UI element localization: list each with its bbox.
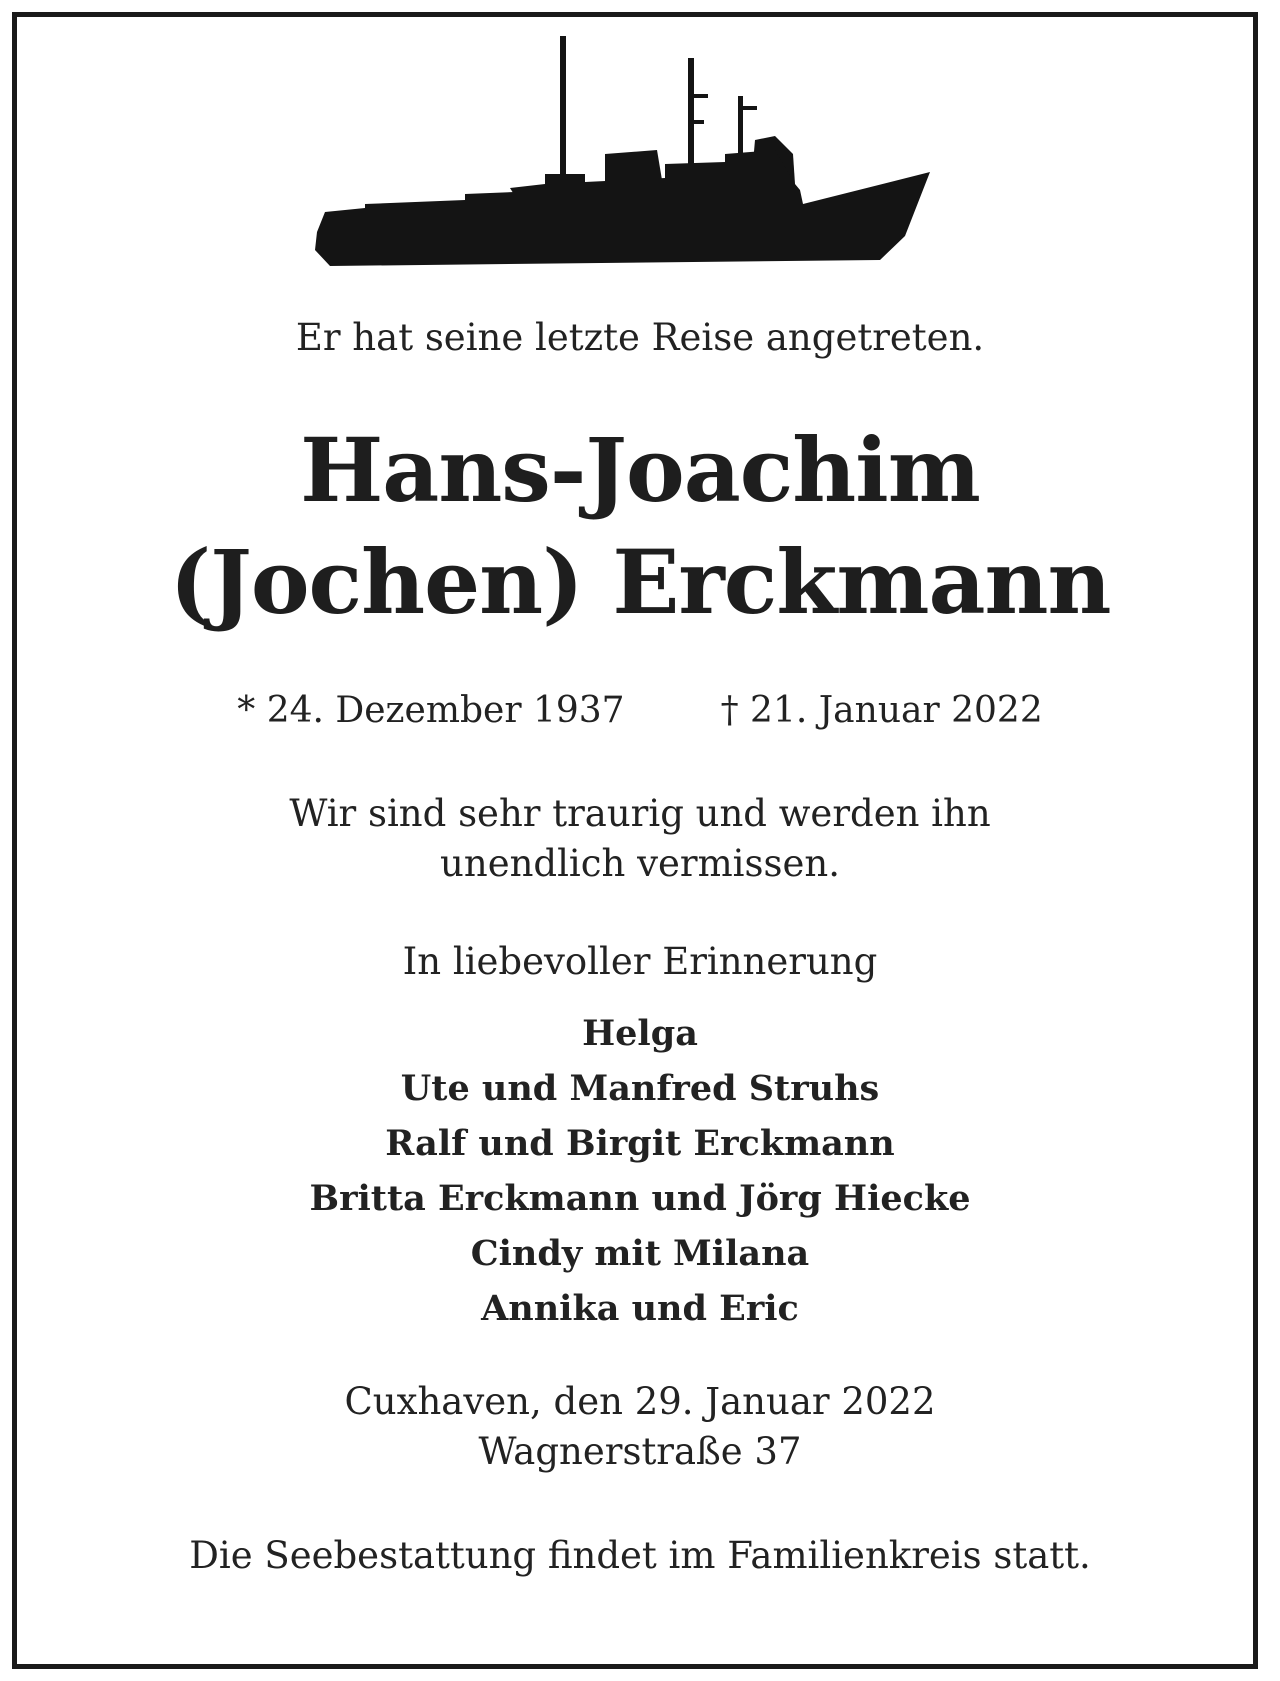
life-dates: [0, 690, 1280, 731]
place-date: Cuxhaven, den 29. Januar 2022: [344, 1380, 936, 1423]
death-date: † 21. Januar 2022: [720, 690, 1043, 731]
memory-line: In liebevoller Erinnerung: [402, 940, 878, 983]
burial-note: Die Seebestattung findet im Familienkreis statt.: [189, 1534, 1091, 1577]
mourner-name: Ute und Manfred Struhs: [400, 1068, 880, 1109]
deceased-name-last: (Jochen) Erckmann: [169, 530, 1111, 634]
ship-silhouette-icon: [305, 36, 955, 276]
address: Wagnerstraße 37: [478, 1430, 802, 1473]
mourner-name: Helga: [582, 1013, 698, 1054]
mourners-list: [0, 1006, 1280, 1336]
deceased-name-first: Hans-Joachim: [300, 418, 980, 522]
mourning-text-line2: unendlich vermissen.: [440, 842, 840, 885]
mourner-name: Cindy mit Milana: [470, 1233, 810, 1274]
mourner-name: Britta Erckmann und Jörg Hiecke: [309, 1178, 971, 1219]
mourner-name: Ralf und Birgit Erckmann: [385, 1123, 895, 1164]
mourning-text-line1: Wir sind sehr traurig und werden ihn: [289, 792, 991, 835]
mourner-name: Annika und Eric: [481, 1288, 799, 1329]
birth-date: * 24. Dezember 1937: [237, 690, 625, 731]
intro-text: Er hat seine letzte Reise angetreten.: [295, 316, 985, 359]
